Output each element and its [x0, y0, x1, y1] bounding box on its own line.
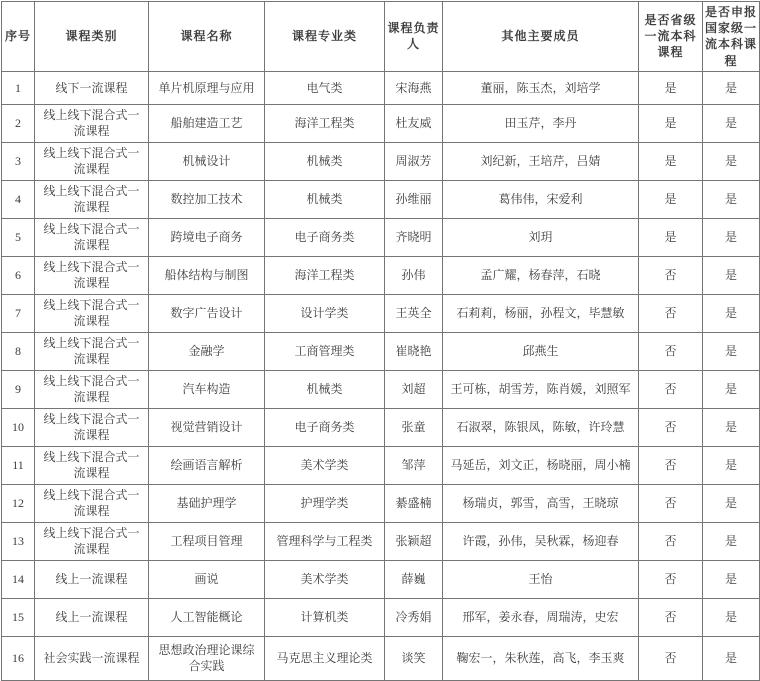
cell-course-category: 线上线下混合式一流课程 — [35, 446, 149, 484]
cell-other-members: 刘纪新，王培芹，吕婧 — [443, 142, 639, 180]
cell-course-leader: 杜友威 — [385, 104, 443, 142]
cell-national-apply-flag: 是 — [703, 522, 760, 560]
cell-serial-number: 12 — [2, 484, 35, 522]
table-row — [2, 598, 760, 636]
cell-serial-number: 7 — [2, 294, 35, 332]
table-row — [2, 256, 760, 294]
cell-provincial-first-class-flag: 否 — [639, 256, 703, 294]
cell-national-apply-flag: 是 — [703, 332, 760, 370]
cell-course-name: 跨境电子商务 — [149, 218, 265, 256]
cell-national-apply-flag: 是 — [703, 142, 760, 180]
table-row — [2, 294, 760, 332]
cell-provincial-first-class-flag: 否 — [639, 598, 703, 636]
cell-course-leader: 谈笑 — [385, 636, 443, 680]
cell-course-category: 线上线下混合式一流课程 — [35, 256, 149, 294]
cell-course-major-class: 电子商务类 — [265, 408, 385, 446]
cell-serial-number: 9 — [2, 370, 35, 408]
cell-national-apply-flag: 是 — [703, 408, 760, 446]
cell-provincial-first-class-flag: 否 — [639, 446, 703, 484]
cell-serial-number: 8 — [2, 332, 35, 370]
cell-course-category: 社会实践一流课程 — [35, 636, 149, 680]
cell-course-major-class: 管理科学与工程类 — [265, 522, 385, 560]
cell-provincial-first-class-flag: 否 — [639, 370, 703, 408]
cell-course-leader: 孙维丽 — [385, 180, 443, 218]
table-row — [2, 560, 760, 598]
cell-serial-number: 1 — [2, 71, 35, 104]
cell-course-major-class: 护理学类 — [265, 484, 385, 522]
cell-serial-number: 10 — [2, 408, 35, 446]
cell-course-leader: 王英全 — [385, 294, 443, 332]
column-header-course-major-class: 课程专业类 — [265, 2, 385, 72]
cell-course-leader: 齐晓明 — [385, 218, 443, 256]
cell-serial-number: 13 — [2, 522, 35, 560]
cell-course-name: 基础护理学 — [149, 484, 265, 522]
cell-course-leader: 张童 — [385, 408, 443, 446]
cell-course-category: 线上线下混合式一流课程 — [35, 332, 149, 370]
column-header-provincial-first-class-flag: 是否省级一流本科课程 — [639, 2, 703, 72]
cell-course-leader: 周淑芳 — [385, 142, 443, 180]
cell-other-members: 王怡 — [443, 560, 639, 598]
cell-course-category: 线上线下混合式一流课程 — [35, 218, 149, 256]
cell-other-members: 马延岳，刘文正，杨晓丽，周小楠 — [443, 446, 639, 484]
cell-course-major-class: 美术学类 — [265, 560, 385, 598]
table-row — [2, 484, 760, 522]
cell-serial-number: 2 — [2, 104, 35, 142]
cell-course-name: 单片机原理与应用 — [149, 71, 265, 104]
cell-national-apply-flag: 是 — [703, 370, 760, 408]
cell-course-major-class: 工商管理类 — [265, 332, 385, 370]
cell-course-major-class: 美术学类 — [265, 446, 385, 484]
cell-other-members: 杨瑞贞，郭雪，高雪，王晓琼 — [443, 484, 639, 522]
cell-course-leader: 张颖超 — [385, 522, 443, 560]
column-header-national-apply-flag: 是否申报国家级一流本科课程 — [703, 2, 760, 72]
cell-serial-number: 14 — [2, 560, 35, 598]
cell-course-name: 船体结构与制图 — [149, 256, 265, 294]
cell-course-category: 线上线下混合式一流课程 — [35, 484, 149, 522]
column-header-course-leader: 课程负责人 — [385, 2, 443, 72]
cell-other-members: 石莉莉，杨丽，孙程文，毕慧敏 — [443, 294, 639, 332]
cell-course-name: 人工智能概论 — [149, 598, 265, 636]
cell-course-leader: 綦盛楠 — [385, 484, 443, 522]
cell-other-members: 王可栋，胡雪芳，陈肖媛，刘照军 — [443, 370, 639, 408]
cell-provincial-first-class-flag: 否 — [639, 408, 703, 446]
cell-other-members: 邢军，姜永春，周瑞涛，史宏 — [443, 598, 639, 636]
column-header-serial-number: 序号 — [2, 2, 35, 72]
cell-course-category: 线上线下混合式一流课程 — [35, 370, 149, 408]
cell-national-apply-flag: 是 — [703, 294, 760, 332]
table-row — [2, 71, 760, 104]
table-row — [2, 218, 760, 256]
cell-other-members: 邱燕生 — [443, 332, 639, 370]
cell-provincial-first-class-flag: 是 — [639, 218, 703, 256]
column-header-other-members: 其他主要成员 — [443, 2, 639, 72]
cell-national-apply-flag: 是 — [703, 104, 760, 142]
cell-course-leader: 邹萍 — [385, 446, 443, 484]
table-row — [2, 332, 760, 370]
cell-national-apply-flag: 是 — [703, 484, 760, 522]
cell-provincial-first-class-flag: 是 — [639, 71, 703, 104]
cell-provincial-first-class-flag: 是 — [639, 142, 703, 180]
cell-provincial-first-class-flag: 否 — [639, 484, 703, 522]
cell-national-apply-flag: 是 — [703, 598, 760, 636]
cell-course-major-class: 马克思主义理论类 — [265, 636, 385, 680]
cell-course-category: 线上线下混合式一流课程 — [35, 142, 149, 180]
cell-serial-number: 5 — [2, 218, 35, 256]
cell-course-category: 线上线下混合式一流课程 — [35, 408, 149, 446]
cell-course-category: 线上一流课程 — [35, 598, 149, 636]
cell-other-members: 鞠宏一，朱秋莲，高飞，李玉爽 — [443, 636, 639, 680]
header-row — [2, 2, 760, 72]
cell-course-category: 线上线下混合式一流课程 — [35, 522, 149, 560]
cell-course-major-class: 机械类 — [265, 370, 385, 408]
cell-other-members: 刘玥 — [443, 218, 639, 256]
table-row — [2, 408, 760, 446]
cell-national-apply-flag: 是 — [703, 636, 760, 680]
cell-course-name: 金融学 — [149, 332, 265, 370]
table-row — [2, 522, 760, 560]
cell-course-major-class: 电气类 — [265, 71, 385, 104]
course-table — [1, 1, 760, 681]
cell-course-name: 机械设计 — [149, 142, 265, 180]
cell-national-apply-flag: 是 — [703, 71, 760, 104]
cell-course-name: 画说 — [149, 560, 265, 598]
cell-course-name: 工程项目管理 — [149, 522, 265, 560]
cell-provincial-first-class-flag: 否 — [639, 522, 703, 560]
cell-course-leader: 冷秀娟 — [385, 598, 443, 636]
cell-course-major-class: 电子商务类 — [265, 218, 385, 256]
table-row — [2, 446, 760, 484]
cell-course-leader: 薛巍 — [385, 560, 443, 598]
table-row — [2, 636, 760, 680]
table-row — [2, 142, 760, 180]
cell-course-category: 线上线下混合式一流课程 — [35, 180, 149, 218]
cell-course-category: 线下一流课程 — [35, 71, 149, 104]
cell-other-members: 石淑翠，陈银凤，陈敏，许玲慧 — [443, 408, 639, 446]
column-header-course-name: 课程名称 — [149, 2, 265, 72]
cell-other-members: 田玉芹，李丹 — [443, 104, 639, 142]
cell-course-major-class: 机械类 — [265, 142, 385, 180]
cell-serial-number: 15 — [2, 598, 35, 636]
cell-serial-number: 6 — [2, 256, 35, 294]
cell-national-apply-flag: 是 — [703, 218, 760, 256]
cell-serial-number: 4 — [2, 180, 35, 218]
cell-other-members: 许霞，孙伟，吴秋霖，杨迎春 — [443, 522, 639, 560]
cell-national-apply-flag: 是 — [703, 180, 760, 218]
cell-other-members: 孟广耀，杨春萍，石晓 — [443, 256, 639, 294]
cell-course-name: 视觉营销设计 — [149, 408, 265, 446]
cell-course-category: 线上线下混合式一流课程 — [35, 294, 149, 332]
cell-course-category: 线上一流课程 — [35, 560, 149, 598]
cell-course-major-class: 海洋工程类 — [265, 104, 385, 142]
cell-provincial-first-class-flag: 否 — [639, 294, 703, 332]
table-row — [2, 180, 760, 218]
table-row — [2, 104, 760, 142]
cell-provincial-first-class-flag: 否 — [639, 636, 703, 680]
cell-course-major-class: 设计学类 — [265, 294, 385, 332]
cell-course-category: 线上线下混合式一流课程 — [35, 104, 149, 142]
cell-course-name: 绘画语言解析 — [149, 446, 265, 484]
cell-national-apply-flag: 是 — [703, 256, 760, 294]
cell-course-name: 数字广告设计 — [149, 294, 265, 332]
cell-course-name: 数控加工技术 — [149, 180, 265, 218]
table-row — [2, 370, 760, 408]
column-header-course-category: 课程类别 — [35, 2, 149, 72]
cell-course-major-class: 机械类 — [265, 180, 385, 218]
cell-other-members: 葛伟伟，宋爱利 — [443, 180, 639, 218]
cell-provincial-first-class-flag: 是 — [639, 104, 703, 142]
cell-serial-number: 16 — [2, 636, 35, 680]
cell-serial-number: 11 — [2, 446, 35, 484]
cell-course-name: 思想政治理论课综合实践 — [149, 636, 265, 680]
cell-course-leader: 刘超 — [385, 370, 443, 408]
cell-course-name: 汽车构造 — [149, 370, 265, 408]
cell-national-apply-flag: 是 — [703, 446, 760, 484]
cell-national-apply-flag: 是 — [703, 560, 760, 598]
cell-provincial-first-class-flag: 否 — [639, 332, 703, 370]
cell-course-leader: 崔晓艳 — [385, 332, 443, 370]
cell-course-leader: 宋海燕 — [385, 71, 443, 104]
cell-course-name: 船舶建造工艺 — [149, 104, 265, 142]
cell-course-major-class: 计算机类 — [265, 598, 385, 636]
course-list-page — [0, 1, 760, 681]
cell-course-leader: 孙伟 — [385, 256, 443, 294]
cell-provincial-first-class-flag: 是 — [639, 180, 703, 218]
cell-provincial-first-class-flag: 否 — [639, 560, 703, 598]
cell-serial-number: 3 — [2, 142, 35, 180]
cell-other-members: 董丽，陈玉杰，刘培学 — [443, 71, 639, 104]
cell-course-major-class: 海洋工程类 — [265, 256, 385, 294]
